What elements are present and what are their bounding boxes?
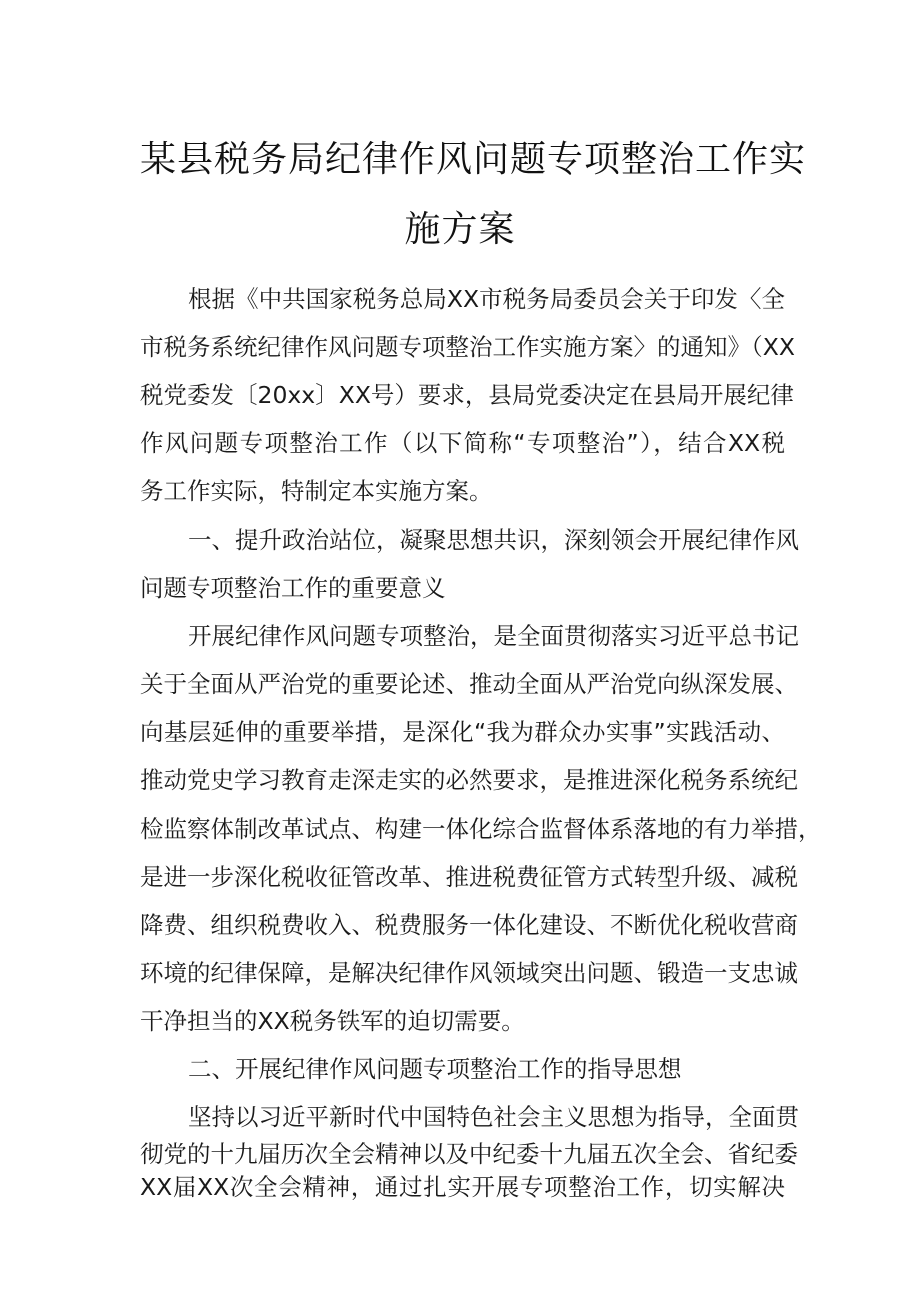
paragraph-2-line-8: 环境的纪律保障，是解决纪律作风领域突出问题、锻造一支忠诚 [140,959,798,987]
section-1-heading-line-2: 问题专项整治工作的重要意义 [140,574,446,602]
paragraph-2-line-2: 关于全面从严治党的重要论述、推动全面从严治党向纵深发展、 [140,670,798,698]
paragraph-1-line-2: 市税务系统纪律作风问题专项整治工作实施方案〉的通知》（XX [140,333,795,361]
paragraph-1-line-5: 务工作实际，特制定本实施方案。 [140,477,493,505]
paragraph-2-line-4: 推动党史学习教育走深走实的必然要求，是推进深化税务系统纪 [140,766,798,794]
paragraph-3-line-1: 坚持以习近平新时代中国特色社会主义思想为指导，全面贯 [188,1103,799,1131]
document-title-line-2: 施方案 [404,209,516,250]
paragraph-2-line-9: 干净担当的XX税务铁军的迫切需要。 [140,1007,525,1035]
paragraph-1-line-4: 作风问题专项整治工作（以下简称“专项整治”），结合XX税 [140,429,785,457]
paragraph-2-line-3: 向基层延伸的重要举措，是深化“我为群众办实事”实践活动、 [140,718,785,746]
paragraph-3-line-3: XX届XX次全会精神，通过扎实开展专项整治工作，切实解决 [140,1173,785,1201]
section-2-heading: 二、开展纪律作风问题专项整治工作的指导思想 [188,1055,682,1083]
paragraph-2-line-7: 降费、组织税费收入、税费服务一体化建设、不断优化税收营商 [140,911,798,939]
document-title-line-1: 某县税务局纪律作风问题专项整治工作实 [140,139,807,180]
paragraph-2-line-5: 检监察体制改革试点、构建一体化综合监督体系落地的有力举措， [140,815,822,843]
section-1-heading-line-1: 一、提升政治站位，凝聚思想共识，深刻领会开展纪律作风 [188,526,799,554]
paragraph-1-line-3: 税党委发〔20xx〕XX号）要求，县局党委决定在县局开展纪律 [140,381,794,409]
paragraph-2-line-6: 是进一步深化税收征管改革、推进税费征管方式转型升级、减税 [140,863,798,891]
paragraph-1-line-1: 根据《中共国家税务总局XX市税务局委员会关于印发〈全 [188,285,785,313]
paragraph-3-line-2: 彻党的十九届历次全会精神以及中纪委十九届五次全会、省纪委 [140,1140,798,1168]
paragraph-2-line-1: 开展纪律作风问题专项整治，是全面贯彻落实习近平总书记 [188,622,799,650]
